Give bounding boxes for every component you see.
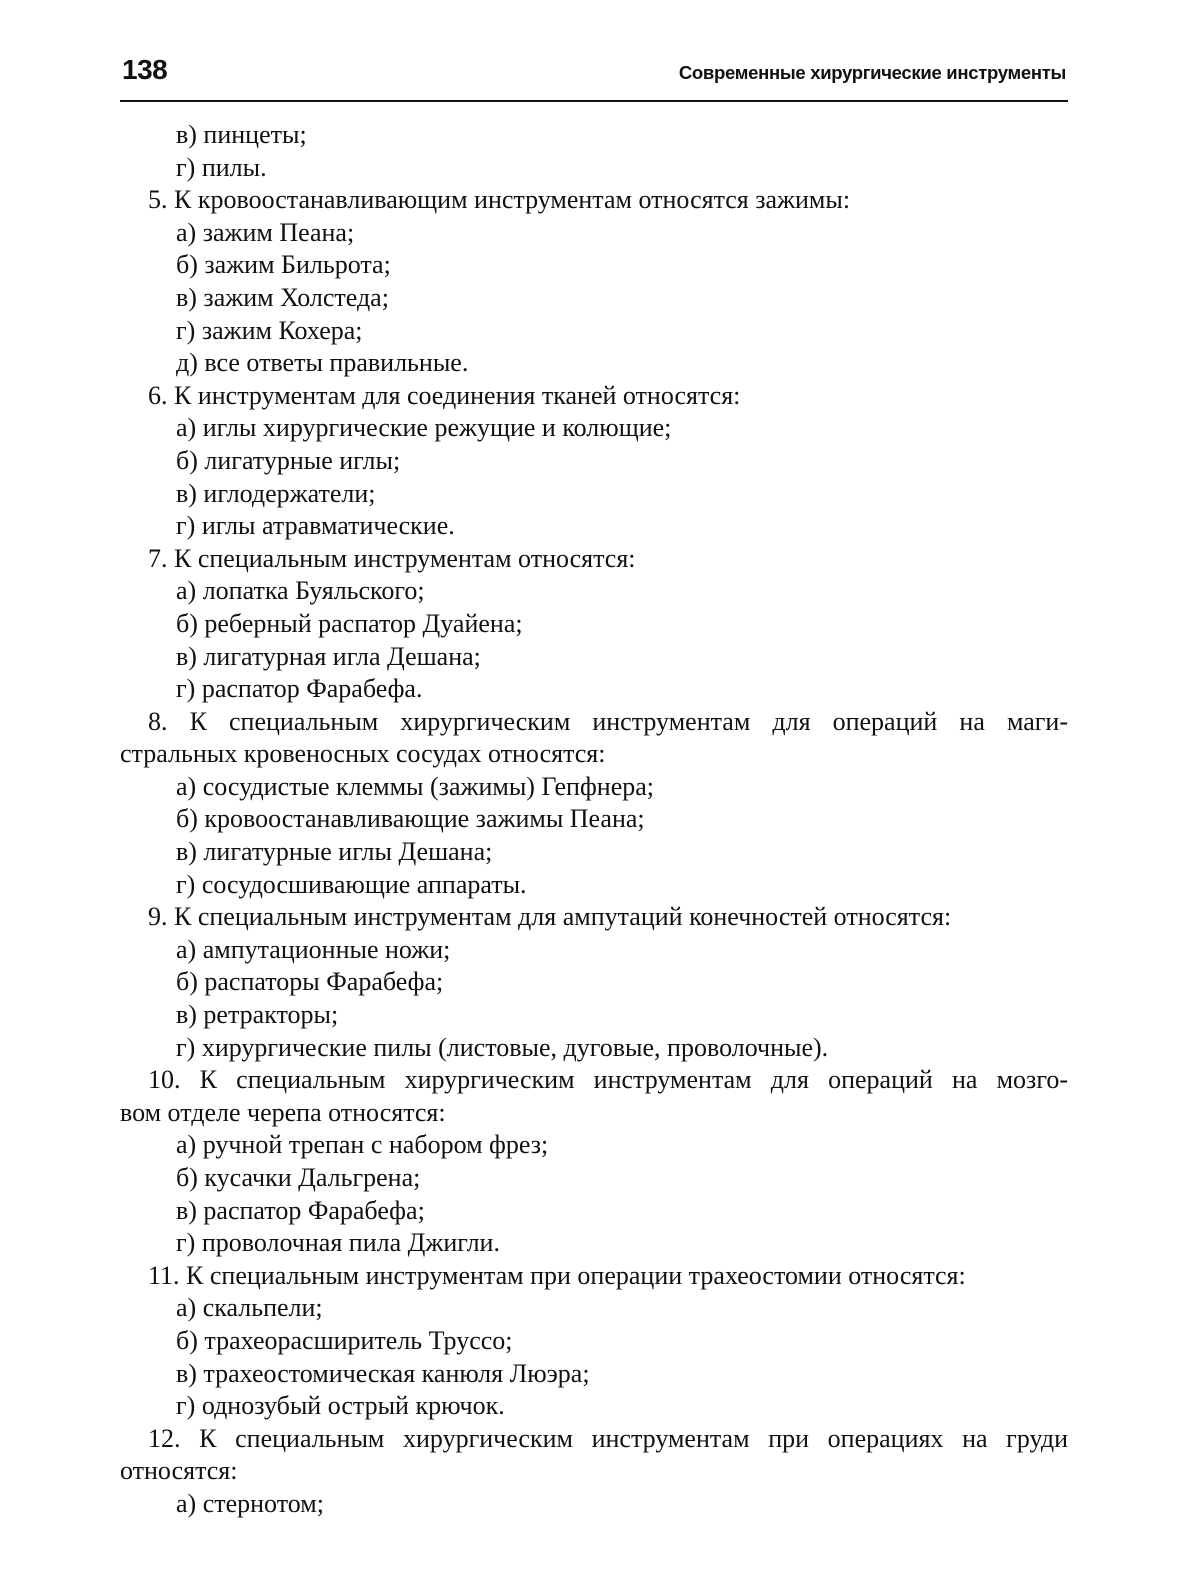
line-text: а) стернотом; [176, 1488, 324, 1518]
question-line [120, 184, 1068, 217]
line-text: относятся: [120, 1456, 238, 1486]
question-line [120, 380, 1068, 413]
line-text: в) пинцеты; [176, 120, 307, 149]
line-text: в) ретракторы; [176, 1000, 339, 1030]
line-text: б) трахеорасширитель Труссо; [176, 1325, 513, 1355]
page-header [120, 52, 1068, 102]
line-text: б) кровоостанавливающие зажимы Пеана; [176, 804, 645, 834]
answer-option [120, 478, 1068, 511]
page-number: 138 [122, 54, 168, 85]
line-text: а) скальпели; [176, 1293, 323, 1323]
question-continuation [120, 1455, 1068, 1488]
line-text: 8. К специальным хирургическим инструментам для операций на маги- [148, 706, 1068, 736]
line-text: стральных кровеносных сосудах относятся: [120, 739, 606, 769]
answer-option [120, 282, 1068, 315]
line-text: вом отделе черепа относятся: [120, 1097, 446, 1127]
answer-option [120, 152, 1068, 185]
answer-option [120, 1292, 1068, 1325]
answer-option [120, 803, 1068, 836]
line-text: б) кусачки Дальгрена; [176, 1163, 421, 1192]
answer-option [120, 869, 1068, 902]
line-text: г) иглы атравматические. [176, 511, 455, 541]
line-text: а) сосудистые клеммы (зажимы) Гепфнера; [176, 771, 655, 801]
line-text: а) лопатка Буяльского; [176, 576, 425, 606]
answer-option [120, 934, 1068, 967]
answer-option [120, 1325, 1068, 1358]
question-line [120, 1260, 1068, 1293]
line-text: г) проволочная пила Джигли. [176, 1228, 500, 1258]
answer-option [120, 836, 1068, 869]
answer-option [120, 1390, 1068, 1423]
line-text: д) все ответы правильные. [176, 348, 469, 378]
answer-option [120, 641, 1068, 674]
line-text: 11. К специальным инструментам при операции трахеостомии относятся: [148, 1260, 966, 1290]
line-text: 7. К специальным инструментам относятся: [148, 543, 636, 573]
line-text: в) распатор Фарабефа; [176, 1195, 425, 1225]
question-line [120, 1423, 1068, 1456]
line-text: в) трахеостомическая канюля Люэра; [176, 1358, 590, 1388]
line-text: г) однозубый острый крючок. [176, 1391, 505, 1421]
answer-option [120, 510, 1068, 543]
answer-option [120, 1195, 1068, 1228]
answer-option [120, 1358, 1068, 1391]
question-line [120, 706, 1068, 739]
line-text: б) зажим Бильрота; [176, 250, 391, 280]
question-continuation [120, 1097, 1068, 1130]
line-text: в) лигатурная игла Дешана; [176, 641, 481, 671]
line-text: а) ампутационные ножи; [176, 934, 451, 964]
line-text: а) ручной трепан с набором фрез; [176, 1130, 549, 1160]
question-line [120, 543, 1068, 576]
running-title: Современные хирургические инструменты [678, 62, 1066, 83]
line-text: 9. К специальным инструментам для ампутаций конечностей относятся: [148, 902, 952, 932]
line-text: г) сосудосшивающие аппараты. [176, 869, 527, 899]
line-text: г) хирургические пилы (листовые, дуговые, проволочные). [176, 1032, 829, 1062]
line-text: г) пилы. [176, 152, 267, 182]
answer-option [120, 1227, 1068, 1260]
answer-option [120, 673, 1068, 706]
page-body [120, 119, 1068, 1521]
line-text: в) лигатурные иглы Дешана; [176, 837, 493, 867]
answer-option [120, 249, 1068, 282]
answer-option [120, 771, 1068, 804]
answer-option [120, 575, 1068, 608]
line-text: а) зажим Пеана; [176, 217, 355, 247]
line-text: 12. К специальным хирургическим инструментам при операциях на груди [148, 1423, 1068, 1453]
line-text: в) зажим Холстеда; [176, 282, 389, 312]
answer-option [120, 217, 1068, 250]
answer-option [120, 608, 1068, 641]
answer-option [120, 1162, 1068, 1195]
answer-option [120, 445, 1068, 478]
answer-option [120, 119, 1068, 152]
answer-option [120, 315, 1068, 348]
line-text: 10. К специальным хирургическим инструментам для операций на мозго- [148, 1065, 1068, 1095]
question-line [120, 901, 1068, 934]
line-text: г) зажим Кохера; [176, 315, 363, 345]
answer-option [120, 1129, 1068, 1162]
answer-option [120, 1488, 1068, 1521]
question-continuation [120, 738, 1068, 771]
line-text: б) распаторы Фарабефа; [176, 967, 444, 997]
line-text: б) реберный распатор Дуайена; [176, 608, 523, 638]
line-text: б) лигатурные иглы; [176, 445, 401, 475]
answer-option [120, 347, 1068, 380]
answer-option [120, 412, 1068, 445]
line-text: 5. К кровоостанавливающим инструментам относятся зажимы: [148, 185, 851, 215]
line-text: 6. К инструментам для соединения тканей относятся: [148, 380, 741, 410]
answer-option [120, 966, 1068, 999]
line-text: а) иглы хирургические режущие и колющие; [176, 413, 672, 443]
answer-option [120, 999, 1068, 1032]
line-text: в) иглодержатели; [176, 478, 376, 508]
question-line [120, 1064, 1068, 1097]
line-text: г) распатор Фарабефа. [176, 674, 423, 704]
answer-option [120, 1032, 1068, 1065]
